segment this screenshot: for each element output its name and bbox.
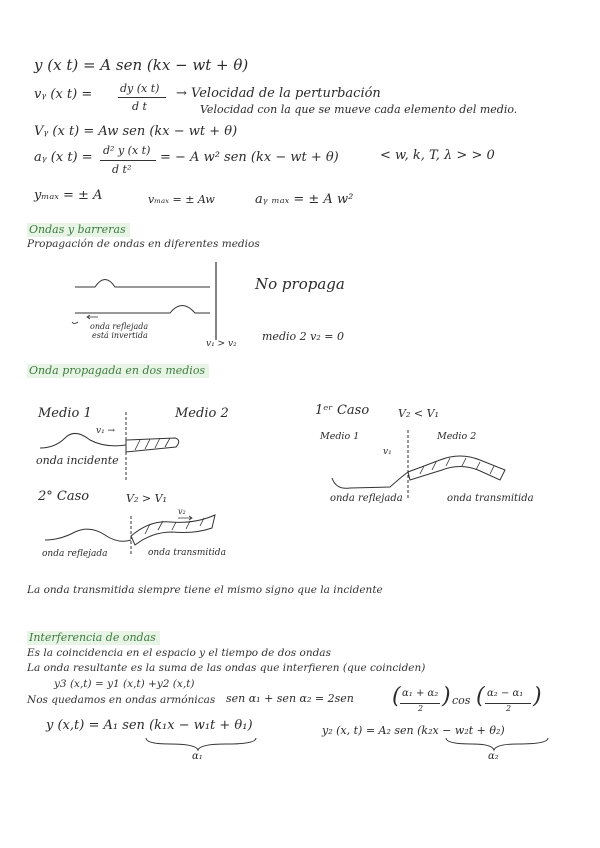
identity-frac1-num: α₁ + α₂ (402, 688, 439, 699)
equation-vy-frac-den: d t (132, 100, 147, 113)
interferencia-line2: La onda resultante es la suma de las ondas que interfieren (que coinciden) (27, 662, 426, 674)
identity-left: sen α₁ + sen α₂ = 2sen (226, 692, 354, 705)
section-title-ondas-barreras: Ondas y barreras (27, 223, 130, 237)
esta-invertida-label: está invertida (92, 331, 148, 340)
v1-arrow-label: v₁ → (96, 426, 116, 436)
alpha2-label: α₂ (488, 751, 499, 762)
equation-vy-frac-num: dy (x t) (120, 82, 160, 95)
interferencia-line4: Nos quedamos en ondas armónicas (27, 694, 216, 706)
equation-vmax: vₘₐₓ = ± Aw (148, 193, 215, 206)
onda-reflejada-right-label: onda reflejada (330, 493, 403, 504)
onda-incidente-label: onda incidente (36, 454, 119, 467)
identity-paren-close-2: ) (533, 684, 542, 709)
identity-paren-open-2: ( (476, 684, 485, 709)
interferencia-line1: Es la coincidencia en el espacio y el tiempo de dos ondas (27, 647, 331, 659)
v2-arrow-label: v₂ (178, 507, 186, 516)
equation-vy-left: vᵧ (x t) = (34, 87, 93, 102)
underbrace-alpha2 (446, 738, 548, 750)
equation-amax: aᵧ ₘₐₓ = ± A w² (255, 192, 354, 207)
equation-ay-frac-den: d t² (112, 163, 132, 176)
interferencia-line3: y3 (x,t) = y1 (x,t) +y2 (x,t) (54, 678, 195, 690)
onda-transmitida-right-label: onda transmitida (447, 493, 534, 504)
alpha1-label: α₁ (192, 751, 203, 762)
medio2-label: Medio 2 (175, 406, 229, 421)
equation-params-positive: < w, k, T, λ > > 0 (380, 148, 495, 163)
onda-transmitida-left-label: onda transmitida (148, 548, 226, 558)
equation-ymax: yₘₐₓ = ± A (34, 188, 103, 203)
identity-frac2-den: 2 (506, 704, 512, 713)
equation-vy-desc1: → Velocidad de la perturbación (176, 86, 381, 101)
v2-lt-v1-label: V₂ < V₁ (398, 407, 439, 420)
onda-reflejada-label: onda reflejada (90, 322, 149, 331)
underbrace-alpha1 (146, 738, 256, 750)
equation-ay-frac-num: d² y (x t) (103, 144, 151, 157)
identity-paren-close-1: ) (442, 684, 451, 709)
conclusion-text: La onda transmitida siempre tiene el mismo signo que la incidente (27, 584, 383, 596)
medio1-small-label: Medio 1 (320, 431, 360, 442)
identity-paren-open-1: ( (392, 684, 401, 709)
identity-frac1-den: 2 (418, 704, 424, 713)
equation-ay-left: aᵧ (x t) = (34, 150, 93, 165)
v1-small-label: v₁ (383, 447, 392, 457)
caso1-label: 1ᵉʳ Caso (315, 403, 370, 418)
v1-gt-v2-label: v₁ > v₂ (206, 339, 237, 349)
equation-y: y (x t) = A sen (kx − wt + θ) (34, 56, 249, 74)
no-propaga-label: No propaga (255, 275, 345, 293)
identity-cos: cos (452, 694, 471, 707)
section-title-onda-dos-medios: Onda propagada en dos medios (27, 364, 209, 378)
caso2-label: 2° Caso (38, 489, 90, 504)
onda-reflejada-left-label: onda reflejada (42, 549, 108, 559)
v2-gt-v1-label: V₂ > V₁ (126, 492, 167, 505)
section-title-interferencia: Interferencia de ondas (27, 631, 160, 645)
medio2-small-label: Medio 2 (437, 431, 477, 442)
y1-equation: y (x,t) = A₁ sen (k₁x − w₁t + θ₁) (46, 718, 253, 733)
identity-frac2-num: α₂ − α₁ (487, 688, 524, 699)
equation-vy-desc2: Velocidad con la que se mueve cada elemento del medio. (200, 103, 518, 116)
equation-ay-result: = − A w² sen (kx − wt + θ) (160, 150, 339, 165)
equation-vy-result: Vᵧ (x t) = Aw sen (kx − wt + θ) (34, 124, 238, 139)
section1-subtitle: Propagación de ondas en diferentes medios (27, 238, 260, 250)
y2-equation: y₂ (x, t) = A₂ sen (k₂x − w₂t + θ₂) (322, 724, 505, 737)
medio-v2-label: medio 2 v₂ = 0 (262, 330, 344, 343)
medio1-label: Medio 1 (38, 406, 92, 421)
